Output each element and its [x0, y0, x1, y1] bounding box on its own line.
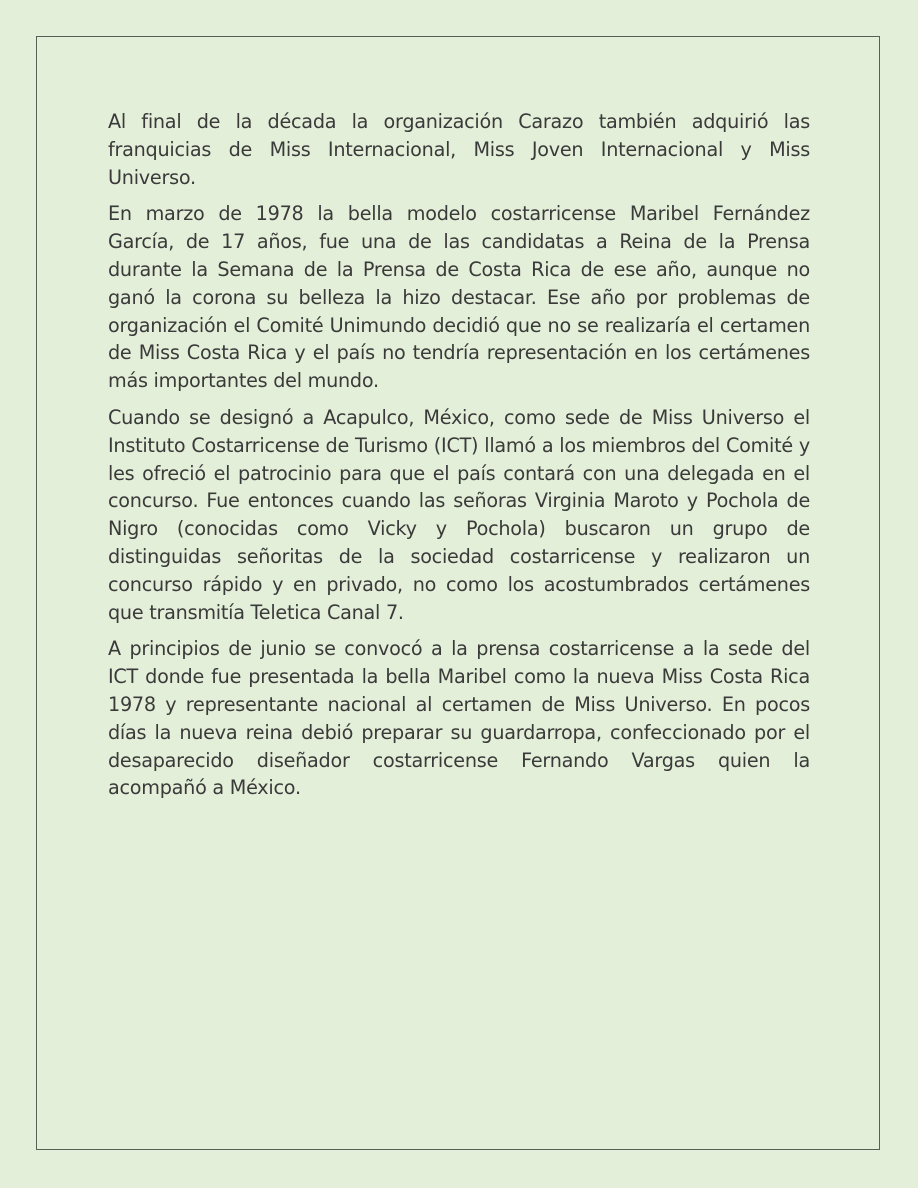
document-body	[108, 108, 810, 811]
paragraph-franchises: Al final de la década la organización Carazo también adquirió las franquicias de Miss Internacional, Miss Joven Internacional y Miss Universo.	[108, 110, 810, 189]
paragraph-miss-universe-acapulco: Cuando se designó a Acapulco, México, como sede de Miss Universo el Instituto Costarricense de Turismo (ICT) llamó a los miembros del Comité y les ofreció el patrocinio para que el país contará con una delegada en el concurso. Fue entonces cuando las señoras Virginia Maroto y Pochola de Nigro (conocidas como Vicky y Pochola) buscaron un grupo de distinguidas señoritas de la sociedad costarricense y realizaron un concurso rápido y en privado, no como los acostumbrados certámenes que transmitía Teletica Canal 7.	[108, 405, 810, 624]
paragraph-presentation: A principios de junio se convocó a la prensa costarricense a la sede del ICT donde fue presentada la bella Maribel como la nueva Miss Costa Rica 1978 y representante nacional al certamen de Miss Universo. En pocos días la nueva reina debió preparar su guardarropa, confeccionado por el desaparecido diseñador costarricense Fernando Vargas quien la acompañó a México.	[108, 637, 810, 800]
paragraph-maribel-1978: En marzo de 1978 la bella modelo costarricense Maribel Fernández García, de 17 años, fue una de las candidatas a Reina de la Prensa durante la Semana de la Prensa de Costa Rica de ese año, aunque no ganó la corona su belleza la hizo destacar. Ese año por problemas de organización el Comité Unimundo decidió que no se realizaría el certamen de Miss Costa Rica y el país no tendría representación en los certámenes más importantes del mundo.	[108, 202, 810, 393]
